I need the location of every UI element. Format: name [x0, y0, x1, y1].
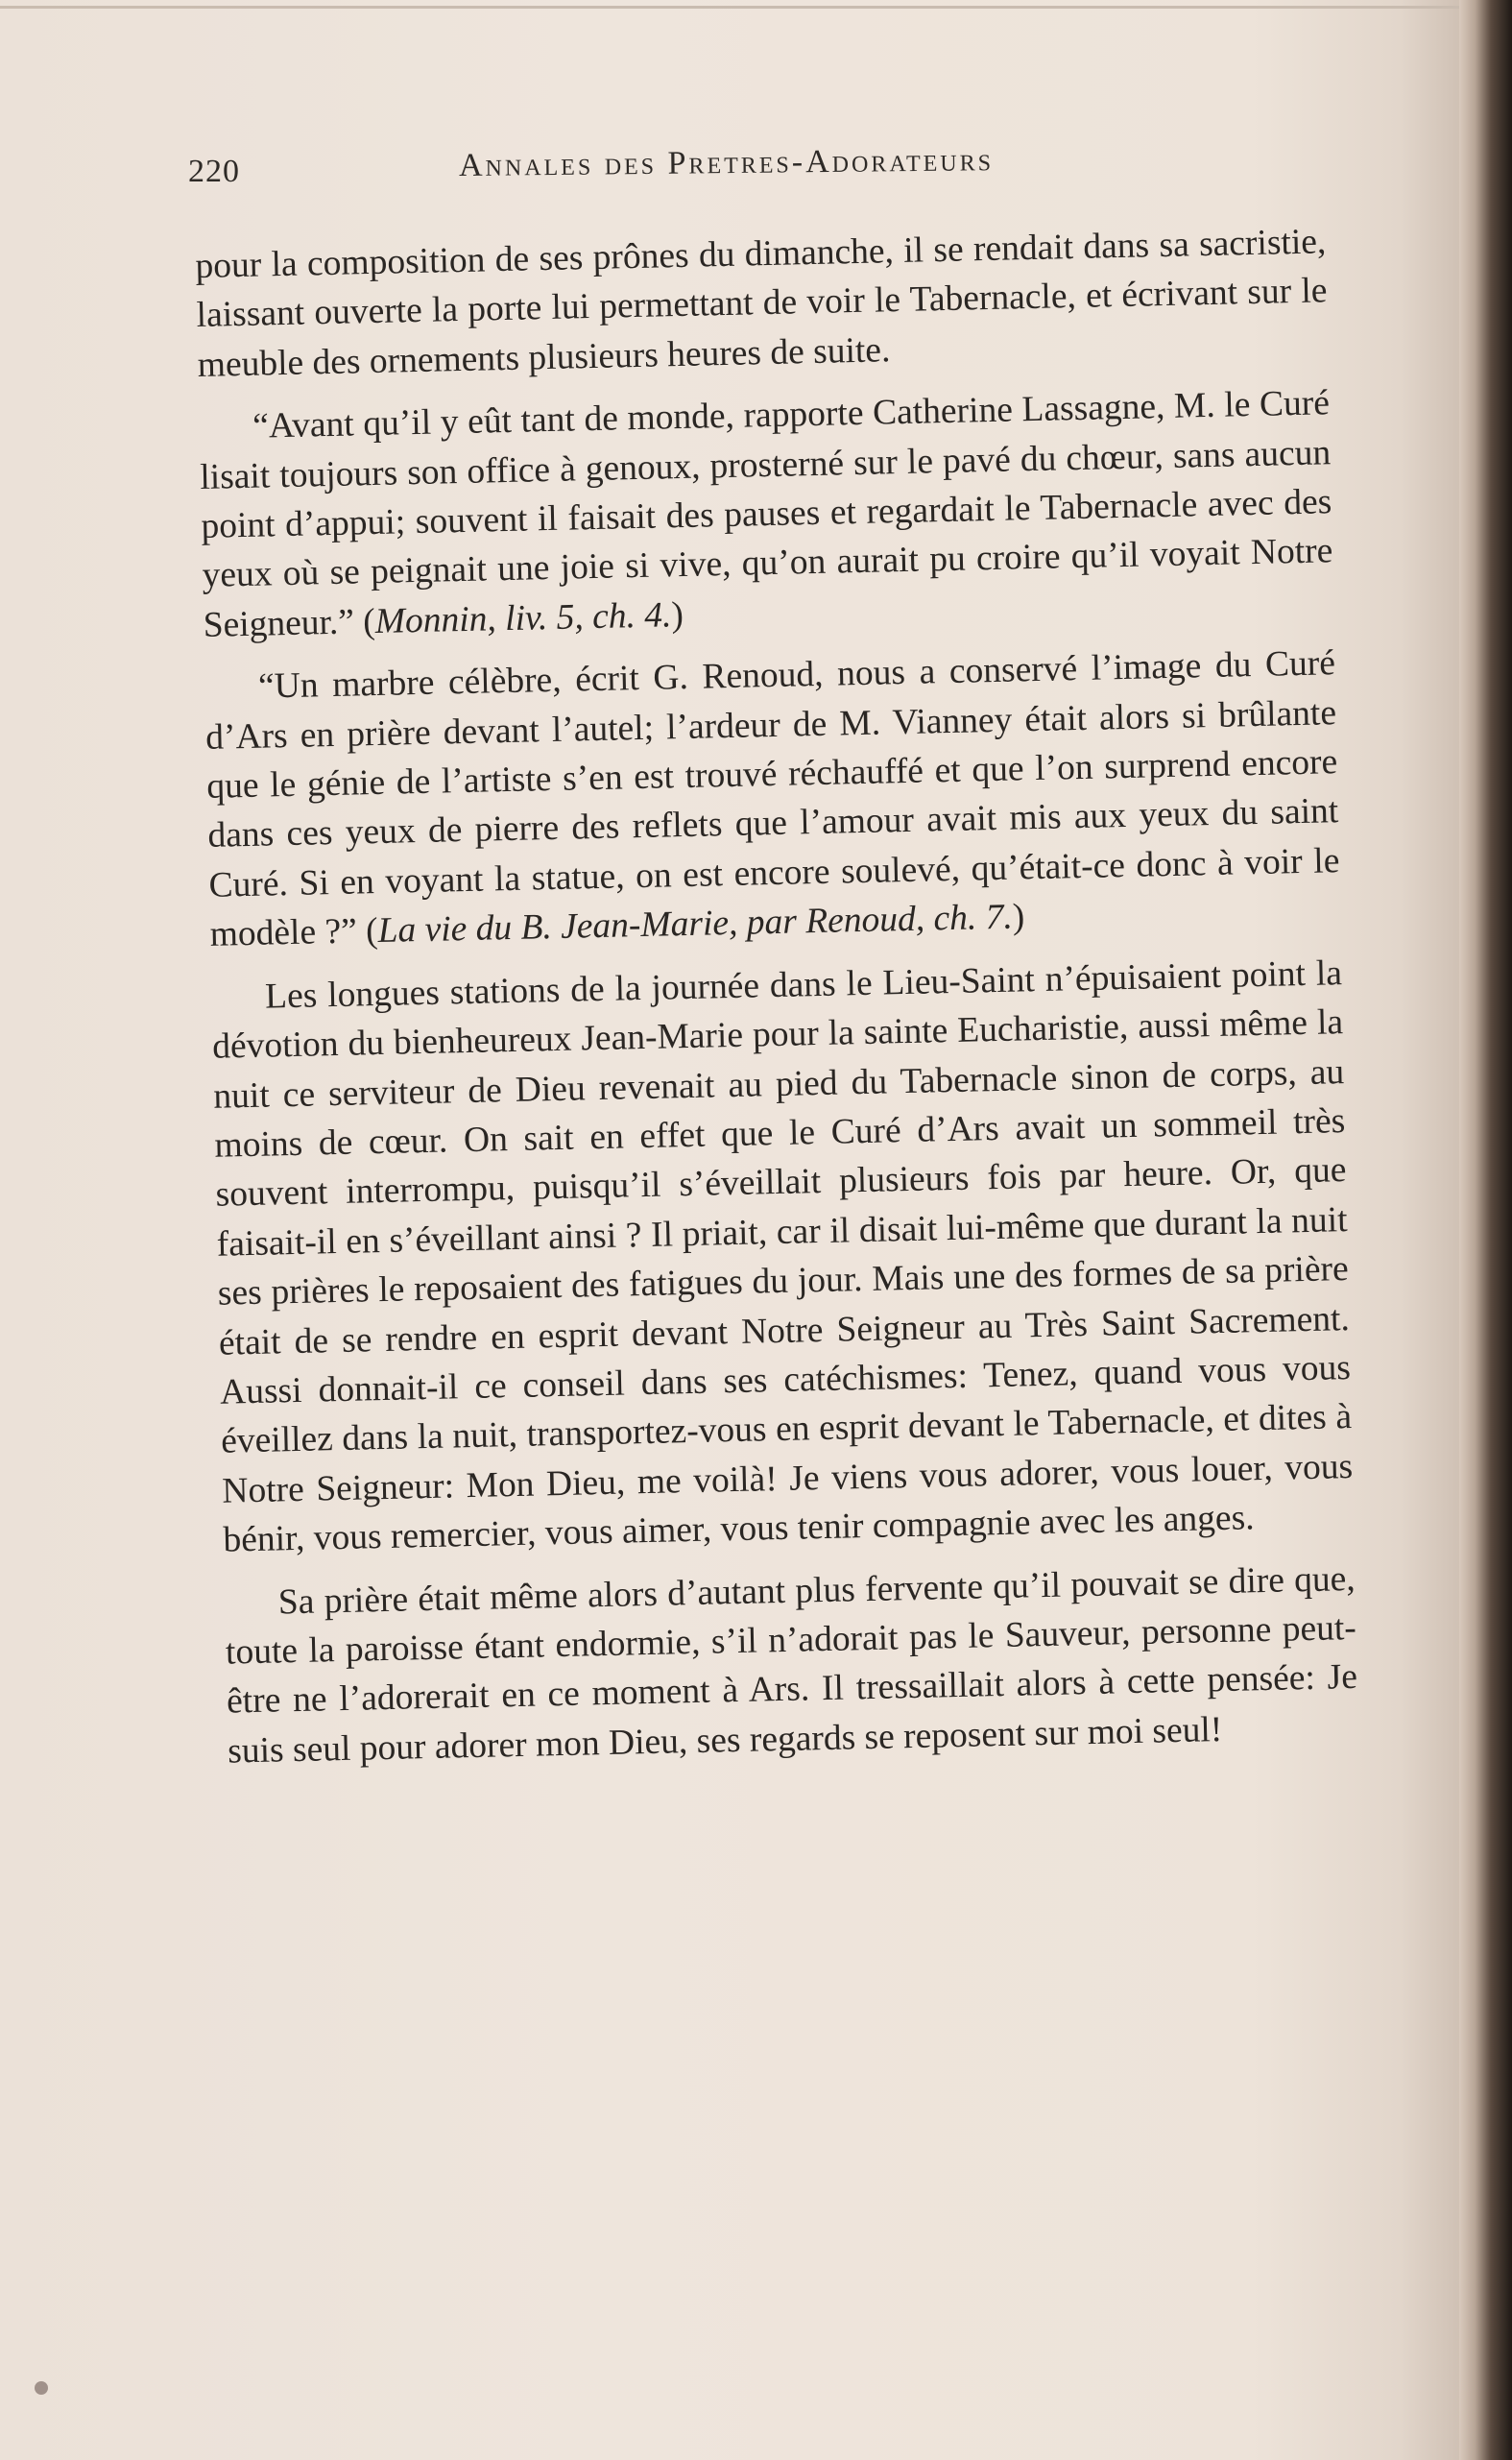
page-number: 220 [188, 154, 240, 189]
paper-spot [35, 2381, 48, 2395]
paragraph-2-closing: ) [670, 594, 684, 636]
paragraph-3 [204, 639, 1341, 959]
running-title: Annales des Pretres-Adorateurs [458, 142, 995, 183]
paragraph-5-text: Sa prière était même alors d’autant plus fervente qu’il pouvait se dire que, toute la paroisse étant endormie, s’il n’adorait pas le Sauveur, personne peut-être ne l’adorerait en ce moment à Ars. Il tressaillait alors à cette pensée: Je suis seul pour adorer mon Dieu, ses regards se reposent sur moi seul! [225, 1558, 1358, 1772]
citation-monnin: Monnin, liv. 5, ch. 4. [374, 595, 672, 641]
paragraph-5 [224, 1555, 1358, 1776]
citation-renoud: La vie du B. Jean-Marie, par Renoud, ch. 7. [377, 897, 1014, 952]
paragraph-3-text: “Un marbre célèbre, écrit G. Renoud, nous a conservé l’image du Curé d’Ars en prière devant l’autel; l’ardeur de M. Vianney était alors si brûlante que le génie de l’artiste s’en est trouvé réchauffé et que l’on surprend encore dans ces yeux de pierre des reflets que l’amour avait mis aux yeux du saint Curé. Si en voyant la statue, on est encore soulevé, qu’était-ce donc à voir le modèle ?” ( [204, 643, 1340, 955]
paragraph-2 [199, 378, 1334, 650]
top-edge-rule [0, 6, 1459, 9]
body-text [195, 217, 1359, 1790]
paragraph-4 [211, 949, 1355, 1565]
paragraph-1 [195, 217, 1329, 390]
page-header [188, 134, 1302, 192]
paragraph-3-closing: ) [1012, 897, 1025, 937]
page-gutter-edge [1459, 0, 1512, 2460]
paragraph-2-text: “Avant qu’il y eût tant de monde, rapporte Catherine Lassagne, M. le Curé lisait toujours son office à genoux, prosterné sur le pavé du chœur, sans aucun point d’appui; souvent il faisait des pauses et regardait le Tabernacle avec des yeux où se peignait une joie si vive, qu’on aurait pu croire qu’il voyait Notre Seigneur.” ( [199, 383, 1333, 645]
paragraph-1-text: pour la composition de ses prônes du dimanche, il se rendait dans sa sacristie, laissant ouverte la porte lui permettant de voir le Tabernacle, et écrivant sur le meuble des ornements plusieurs heures de suite. [195, 222, 1328, 385]
paragraph-4-text: Les longues stations de la journée dans le Lieu-Saint n’épuisaient point la dévotion du bienheureux Jean-Marie pour la sainte Eucharistie, aussi même la nuit ce serviteur de Dieu revenait au pied du Tabernacle sinon de corps, au moins de cœur. On sait en effet que le Curé d’Ars avait un sommeil très souvent interrompu, puisqu’il s’éveillait plusieurs fois par heure. Or, que faisait-il en s’éveillant ainsi ? Il priait, car il disait lui-même que durant la nuit ses prières le reposaient des fatigues du jour. Mais une des formes de sa prière était de se rendre en esprit devant Notre Seigneur au Très Saint Sacrement. Aussi donnait-il ce conseil dans ses catéchismes: Tenez, quand vous vous éveillez dans la nuit, transportez-vous en esprit devant le Tabernacle, et dites à Notre Seigneur: Mon Dieu, me voilà! Je viens vous adorer, vous louer, vous bénir, vous remercier, vous aimer, vous tenir compagnie avec les anges. [211, 953, 1354, 1560]
